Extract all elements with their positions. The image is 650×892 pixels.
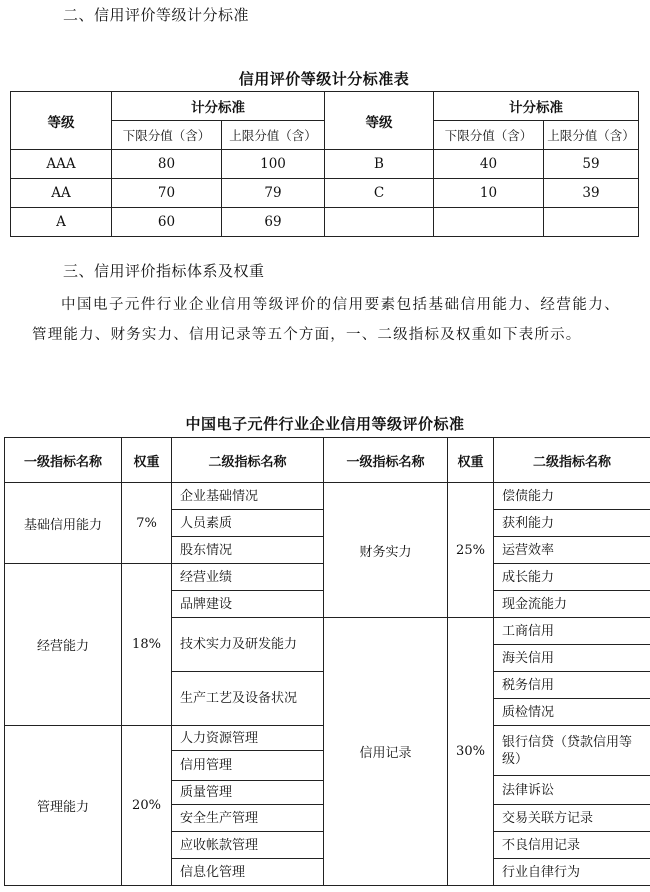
level2-item: 信息化管理: [172, 859, 324, 886]
header-grade-right: 等级: [325, 92, 434, 150]
level2-item: 安全生产管理: [172, 805, 324, 832]
table2-caption: 中国电子元件行业企业信用等级评价标准: [185, 415, 465, 433]
level1-financial: 财务实力: [324, 483, 448, 618]
level2-item: 获利能力: [494, 510, 650, 537]
level1-operation: 经营能力: [5, 564, 122, 726]
header-score-standard-right: 计分标准: [434, 92, 639, 121]
grade-cell: C: [325, 179, 434, 208]
lower-cell: 80: [112, 150, 222, 179]
level2-item: 技术实力及研发能力: [172, 618, 324, 672]
level2-item: 偿债能力: [494, 483, 650, 510]
table-row: [11, 179, 639, 208]
lower-cell: [434, 208, 544, 237]
level2-item: 运营效率: [494, 537, 650, 564]
upper-cell: 100: [222, 150, 325, 179]
upper-cell: [544, 208, 639, 237]
header-upper-left: 上限分值（含）: [222, 121, 325, 150]
level2-item: 质量管理: [172, 781, 324, 805]
upper-cell: 59: [544, 150, 639, 179]
grade-cell: [325, 208, 434, 237]
grade-score-table: [10, 91, 639, 237]
level2-item: 信用管理: [172, 751, 324, 781]
upper-cell: 39: [544, 179, 639, 208]
header-lower-left: 下限分值（含）: [112, 121, 222, 150]
header-weight-right: 权重: [448, 438, 494, 483]
level2-item: 品牌建设: [172, 591, 324, 618]
level2-item: 生产工艺及设备状况: [172, 672, 324, 726]
level2-item: 股东情况: [172, 537, 324, 564]
table-row: [11, 150, 639, 179]
level2-item: 交易关联方记录: [494, 805, 650, 832]
lower-cell: 60: [112, 208, 222, 237]
lower-cell: 10: [434, 179, 544, 208]
intro-paragraph: 中国电子元件行业企业信用等级评价的信用要素包括基础信用能力、经营能力、管理能力、财务实力、信用记录等五个方面，一、二级指标及权重如下表所示。: [32, 297, 620, 343]
weight-management: 20%: [122, 726, 172, 886]
level2-item: 海关信用: [494, 645, 650, 672]
section-heading-grading: 二、信用评价等级计分标准: [63, 6, 250, 24]
level2-item: 经营业绩: [172, 564, 324, 591]
level2-item: 不良信用记录: [494, 832, 650, 859]
header-weight-left: 权重: [122, 438, 172, 483]
header-level2-right: 二级指标名称: [494, 438, 650, 483]
weight-credit-record: 30%: [448, 618, 494, 886]
lower-cell: 70: [112, 179, 222, 208]
grade-cell: B: [325, 150, 434, 179]
lower-cell: 40: [434, 150, 544, 179]
level2-item: 银行信贷（贷款信用等级）: [494, 726, 650, 776]
level2-item: 企业基础情况: [172, 483, 324, 510]
level2-item: 人力资源管理: [172, 726, 324, 751]
table1-caption: 信用评价等级计分标准表: [238, 70, 410, 88]
level2-item: 税务信用: [494, 672, 650, 699]
level2-item: 质检情况: [494, 699, 650, 726]
credit-indicator-table: [4, 437, 650, 886]
weight-basic-credit: 7%: [122, 483, 172, 564]
level2-item: 成长能力: [494, 564, 650, 591]
grade-cell: AA: [11, 179, 112, 208]
grade-cell: AAA: [11, 150, 112, 179]
header-score-standard-left: 计分标准: [112, 92, 325, 121]
level2-item: 应收帐款管理: [172, 832, 324, 859]
upper-cell: 79: [222, 179, 325, 208]
header-level1-right: 一级指标名称: [324, 438, 448, 483]
level2-item: 人员素质: [172, 510, 324, 537]
header-level2-left: 二级指标名称: [172, 438, 324, 483]
header-upper-right: 上限分值（含）: [544, 121, 639, 150]
header-lower-right: 下限分值（含）: [434, 121, 544, 150]
level1-basic-credit: 基础信用能力: [5, 483, 122, 564]
level1-credit-record: 信用记录: [324, 618, 448, 886]
grade-cell: A: [11, 208, 112, 237]
level2-item: 工商信用: [494, 618, 650, 645]
level2-item: 行业自律行为: [494, 859, 650, 886]
upper-cell: 69: [222, 208, 325, 237]
header-level1-left: 一级指标名称: [5, 438, 122, 483]
level2-item: 现金流能力: [494, 591, 650, 618]
level1-management: 管理能力: [5, 726, 122, 886]
weight-operation: 18%: [122, 564, 172, 726]
table-row: [11, 208, 639, 237]
section-heading-indicators: 三、信用评价指标体系及权重: [63, 262, 265, 280]
header-grade-left: 等级: [11, 92, 112, 150]
weight-financial: 25%: [448, 483, 494, 618]
level2-item: 法律诉讼: [494, 776, 650, 805]
